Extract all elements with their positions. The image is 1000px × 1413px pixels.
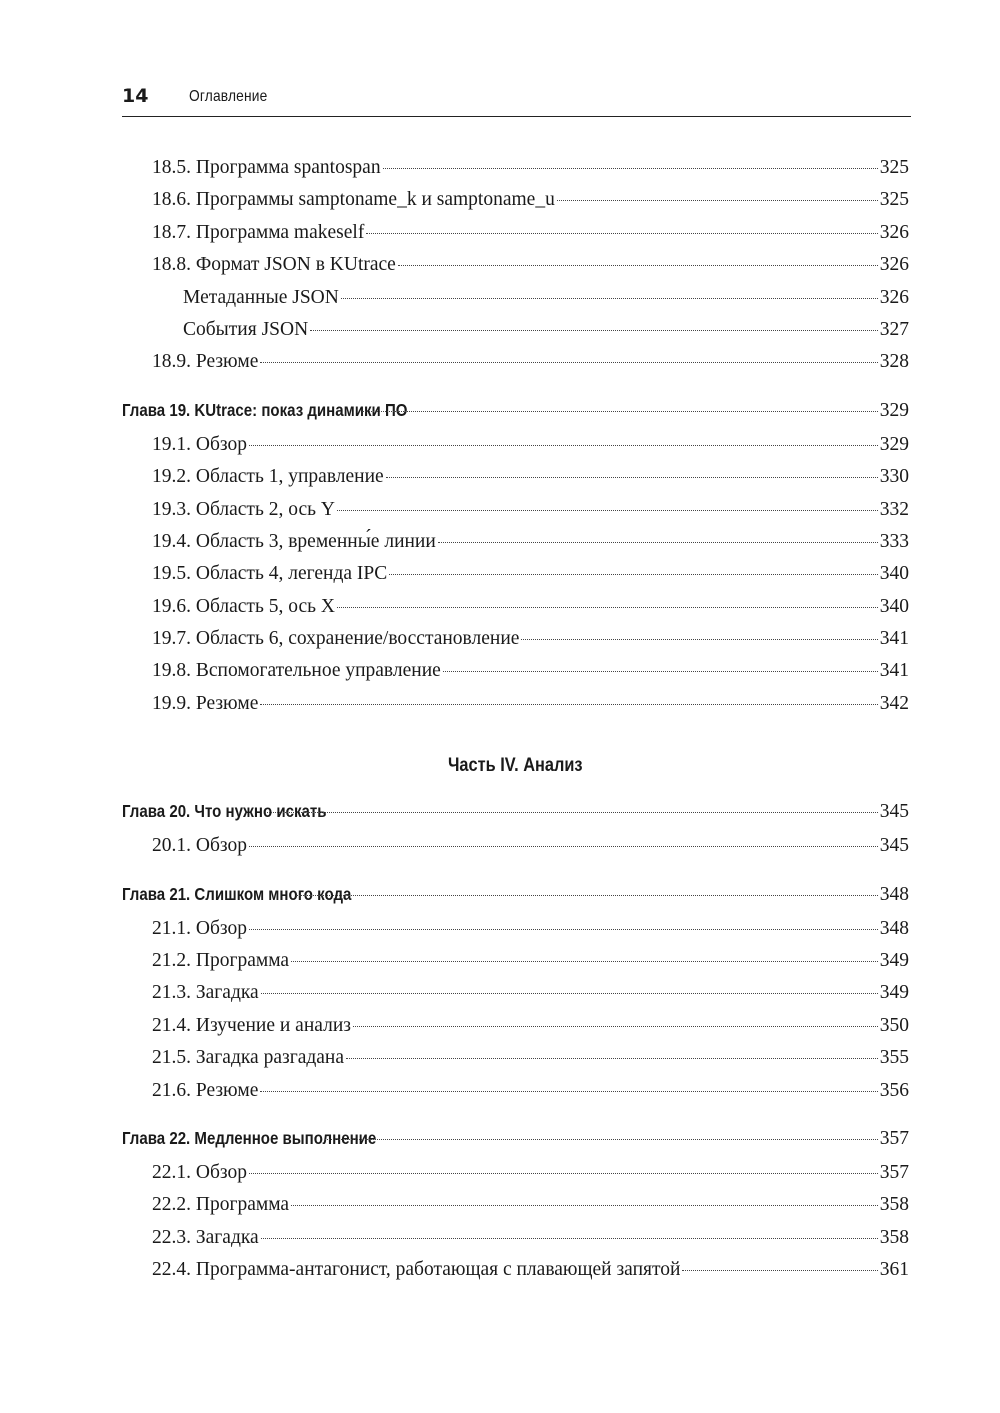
toc-entry-page: 329: [879, 433, 909, 455]
dot-leader: [341, 298, 878, 299]
toc-entry-page: 326: [879, 221, 909, 243]
dot-leader: [296, 895, 877, 896]
toc-entry-page: 325: [879, 189, 909, 211]
toc-entry-page: 350: [879, 1014, 909, 1036]
toc-entry-title: 21.6. Резюме: [152, 1079, 259, 1101]
toc-entry-title: Глава 22. Медленное выполнение: [122, 1127, 377, 1148]
toc-section-entry[interactable]: [122, 950, 909, 982]
toc-entry-page: 326: [879, 254, 909, 276]
toc-section-entry[interactable]: [122, 157, 909, 189]
toc-entry-page: 349: [879, 982, 909, 1004]
dot-leader: [261, 1238, 878, 1239]
part-heading: [122, 755, 909, 785]
toc-entry-title: 18.6. Программы samptoname_k и samptoname_u: [152, 189, 555, 211]
toc-section-entry[interactable]: [122, 628, 909, 660]
toc-entry-page: 345: [879, 835, 909, 857]
toc-entry-page: 330: [879, 466, 909, 488]
toc-entry-title: 19.2. Область 1, управление: [152, 466, 384, 488]
toc-section-entry[interactable]: [122, 531, 909, 563]
toc-section-entry[interactable]: [122, 222, 909, 254]
toc-entry-page: 341: [879, 628, 909, 650]
toc-section-entry[interactable]: [122, 660, 909, 692]
toc-entry-title: Глава 20. Что нужно искать: [122, 801, 327, 822]
toc-entry-title: 18.5. Программа spantospan: [152, 157, 381, 178]
toc-section-entry[interactable]: [122, 1259, 909, 1291]
dot-leader: [260, 1091, 877, 1092]
dot-leader: [383, 168, 878, 169]
toc-entry-title: 18.9. Резюме: [152, 351, 259, 373]
dot-leader: [249, 445, 878, 446]
toc-entry-page: 341: [879, 660, 909, 682]
toc-entry-title: 21.2. Программа: [152, 950, 290, 972]
toc-section-entry[interactable]: [122, 1080, 909, 1112]
dot-leader: [386, 477, 878, 478]
toc-section-entry[interactable]: [122, 287, 909, 319]
toc-entry-page: 358: [879, 1194, 909, 1216]
toc-entry-title: 18.7. Программа makeself: [152, 221, 365, 243]
dot-leader: [249, 929, 878, 930]
dot-leader: [249, 846, 878, 847]
toc-section-entry[interactable]: [122, 918, 909, 950]
toc-section-entry[interactable]: [122, 351, 909, 383]
toc-entry-page: 357: [879, 1161, 909, 1183]
toc-section-entry[interactable]: [122, 466, 909, 498]
dot-leader: [261, 993, 878, 994]
toc-entry-page: 329: [879, 399, 909, 421]
toc-entry-page: 348: [879, 917, 909, 939]
toc-section-entry[interactable]: [122, 499, 909, 531]
toc-section-entry[interactable]: [122, 254, 909, 286]
toc-entry-title: Глава 19. KUtrace: показ динамики ПО: [122, 399, 408, 420]
toc-entry-title: 21.1. Обзор: [152, 917, 247, 939]
toc-entry-page: 340: [879, 595, 909, 617]
toc-entry-page: 332: [879, 498, 909, 520]
toc-entry-page: 345: [879, 801, 909, 823]
toc-entry-page: 327: [879, 318, 909, 340]
toc-entry-title: Глава 21. Слишком много кода: [122, 883, 352, 904]
toc-section-entry[interactable]: [122, 563, 909, 595]
toc-entry-title: 22.2. Программа: [152, 1194, 290, 1216]
toc-chapter-entry[interactable]: [122, 400, 909, 434]
toc-entry-title: Метаданные JSON: [183, 286, 339, 308]
dot-leader: [557, 200, 878, 201]
toc-entry-title: 19.1. Обзор: [152, 433, 247, 455]
toc-entry-title: 19.6. Область 5, ось X: [152, 595, 335, 617]
toc-entry-title: 19.8. Вспомогательное управление: [152, 660, 441, 682]
dot-leader: [346, 1058, 878, 1059]
dot-leader: [389, 574, 878, 575]
toc-entry-title: 18.8. Формат JSON в KUtrace: [152, 254, 396, 276]
dot-leader: [337, 510, 878, 511]
toc-entry-page: 356: [879, 1079, 909, 1101]
dot-leader: [249, 1173, 878, 1174]
toc-entry-page: 358: [879, 1226, 909, 1248]
toc-chapter-entry[interactable]: [122, 884, 909, 918]
dot-leader: [682, 1270, 877, 1271]
dot-leader: [337, 607, 878, 608]
toc-entry-title: 21.3. Загадка: [152, 982, 259, 1004]
toc-entry-page: 357: [879, 1127, 909, 1149]
running-header: [122, 84, 911, 117]
toc-chapter-entry[interactable]: [122, 1128, 909, 1162]
toc-section-entry[interactable]: [122, 1194, 909, 1226]
dot-leader: [260, 704, 877, 705]
dot-leader: [291, 1205, 878, 1206]
dot-leader: [325, 1139, 878, 1140]
toc-entry-page: 348: [879, 883, 909, 905]
running-title: Оглавление: [189, 88, 268, 105]
toc-entry-page: 355: [879, 1047, 909, 1069]
toc-section-entry[interactable]: [122, 596, 909, 628]
dot-leader: [443, 671, 878, 672]
dot-leader: [366, 233, 877, 234]
toc-entry-page: 361: [879, 1259, 909, 1281]
toc-entry-page: 342: [879, 692, 909, 714]
table-of-contents: [122, 157, 909, 1292]
toc-entry-title: 19.5. Область 4, легенда IPC: [152, 563, 388, 585]
toc-entry-title: 22.1. Обзор: [152, 1161, 247, 1183]
toc-section-entry[interactable]: [122, 1227, 909, 1259]
toc-entry-title: 19.9. Резюме: [152, 692, 259, 714]
part-title: Часть IV. Анализ: [448, 755, 583, 777]
toc-section-entry[interactable]: [122, 1047, 909, 1079]
toc-entry-title: 21.4. Изучение и анализ: [152, 1014, 351, 1036]
toc-section-entry[interactable]: [122, 434, 909, 466]
toc-section-entry[interactable]: [122, 1015, 909, 1047]
toc-entry-page: 326: [879, 286, 909, 308]
dot-leader: [362, 411, 878, 412]
dot-leader: [353, 1026, 878, 1027]
toc-entry-title: 21.5. Загадка разгадана: [152, 1047, 345, 1069]
toc-entry-title: 19.3. Область 2, ось Y: [152, 498, 335, 520]
dot-leader: [260, 362, 877, 363]
dot-leader: [521, 639, 877, 640]
toc-entry-title: 19.7. Область 6, сохранение/восстановление: [152, 628, 520, 650]
toc-entry-page: 349: [879, 950, 909, 972]
toc-section-entry[interactable]: [122, 319, 909, 351]
toc-entry-page: 325: [879, 157, 909, 178]
page-number: 14: [122, 85, 149, 107]
toc-entry-title: 20.1. Обзор: [152, 835, 247, 857]
toc-section-entry[interactable]: [122, 1162, 909, 1194]
dot-leader: [291, 961, 878, 962]
toc-entry-title: 19.4. Область 3, временны́е линии: [152, 530, 436, 552]
dot-leader: [267, 812, 877, 813]
toc-section-entry[interactable]: [122, 835, 909, 867]
toc-entry-page: 340: [879, 563, 909, 585]
toc-entry-title: 22.4. Программа-антагонист, работающая с плавающей запятой: [152, 1259, 681, 1281]
dot-leader: [310, 330, 878, 331]
dot-leader: [398, 265, 878, 266]
toc-entry-page: 333: [879, 530, 909, 552]
dot-leader: [438, 542, 878, 543]
toc-entry-title: События JSON: [183, 318, 309, 340]
toc-chapter-entry[interactable]: [122, 801, 909, 835]
toc-section-entry[interactable]: [122, 982, 909, 1014]
toc-entry-page: 328: [879, 351, 909, 373]
toc-section-entry[interactable]: [122, 693, 909, 725]
toc-section-entry[interactable]: [122, 189, 909, 221]
toc-entry-title: 22.3. Загадка: [152, 1226, 259, 1248]
